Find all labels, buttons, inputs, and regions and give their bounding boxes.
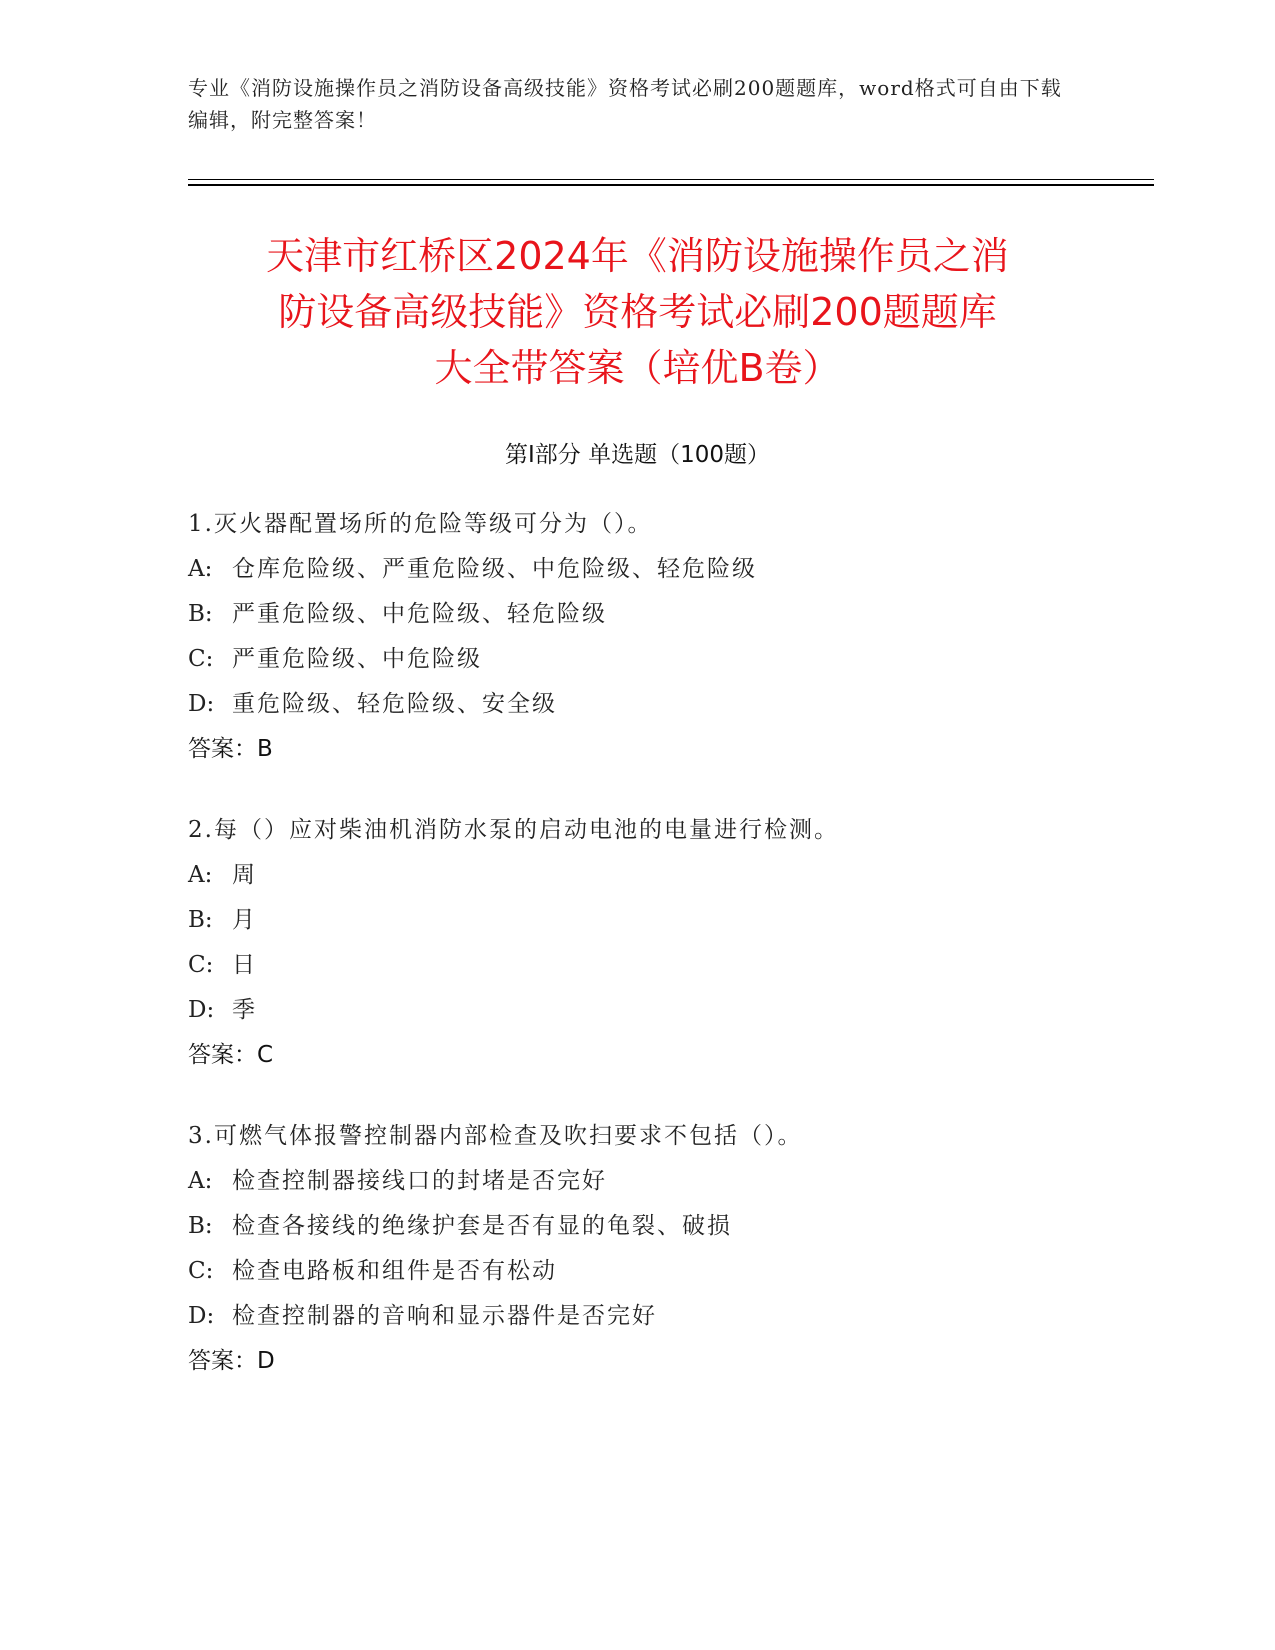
option-letter: C: <box>188 952 214 978</box>
option-b <box>188 592 1148 637</box>
section-title: 第Ⅰ部分 单选题（100题） <box>505 442 770 468</box>
option-letter: D: <box>188 1303 215 1329</box>
option-text: 检查电路板和组件是否有松动 <box>232 1258 557 1284</box>
option-a <box>188 853 1148 898</box>
option-text: 检查控制器接线口的封堵是否完好 <box>232 1168 607 1194</box>
title-line: 防设备高级技能》资格考试必刷200题题库 <box>278 290 997 334</box>
question-1 <box>188 502 1148 772</box>
option-text: 检查各接线的绝缘护套是否有显的龟裂、破损 <box>232 1213 732 1239</box>
option-text: 仓库危险级、严重危险级、中危险级、轻危险级 <box>232 556 757 582</box>
title-line: 大全带答案（培优B卷） <box>434 346 841 390</box>
option-b <box>188 898 1148 943</box>
option-text: 月 <box>232 907 257 933</box>
answer: 答案：C <box>188 1042 274 1068</box>
option-c <box>188 943 1148 988</box>
option-text: 严重危险级、中危险级、轻危险级 <box>232 601 607 627</box>
question-stem: 1.灭火器配置场所的危险等级可分为（）。 <box>188 511 653 537</box>
option-text: 严重危险级、中危险级 <box>232 646 482 672</box>
header-divider-thin <box>188 179 1154 180</box>
question-stem: 3.可燃气体报警控制器内部检查及吹扫要求不包括（）。 <box>188 1123 803 1149</box>
answer: 答案：B <box>188 736 273 762</box>
document-title <box>150 228 1125 396</box>
question-stem: 2.每（）应对柴油机消防水泵的启动电池的电量进行检测。 <box>188 817 839 843</box>
option-text: 重危险级、轻危险级、安全级 <box>232 691 557 717</box>
option-letter: C: <box>188 646 214 672</box>
option-d <box>188 988 1148 1033</box>
header-divider-thick <box>188 184 1154 186</box>
title-line: 天津市红桥区2024年《消防设施操作员之消 <box>266 234 1009 278</box>
option-text: 周 <box>232 862 257 888</box>
option-letter: B: <box>188 907 213 933</box>
option-text: 检查控制器的音响和显示器件是否完好 <box>232 1303 657 1329</box>
option-c <box>188 1249 1148 1294</box>
option-letter: A: <box>188 862 213 888</box>
option-letter: D: <box>188 691 215 717</box>
option-letter: D: <box>188 997 215 1023</box>
answer: 答案：D <box>188 1348 275 1374</box>
question-2 <box>188 808 1148 1078</box>
option-letter: C: <box>188 1258 214 1284</box>
option-text: 日 <box>232 952 257 978</box>
header-note: 专业《消防设施操作员之消防设备高级技能》资格考试必刷200题题库，word格式可自由下载编辑，附完整答案！ <box>188 76 1062 132</box>
option-b <box>188 1204 1148 1249</box>
question-3 <box>188 1114 1148 1384</box>
option-a <box>188 1159 1148 1204</box>
option-letter: A: <box>188 556 213 582</box>
option-letter: A: <box>188 1168 213 1194</box>
option-letter: B: <box>188 1213 213 1239</box>
option-c <box>188 637 1148 682</box>
option-d <box>188 682 1148 727</box>
option-letter: B: <box>188 601 213 627</box>
option-text: 季 <box>232 997 257 1023</box>
option-a <box>188 547 1148 592</box>
option-d <box>188 1294 1148 1339</box>
